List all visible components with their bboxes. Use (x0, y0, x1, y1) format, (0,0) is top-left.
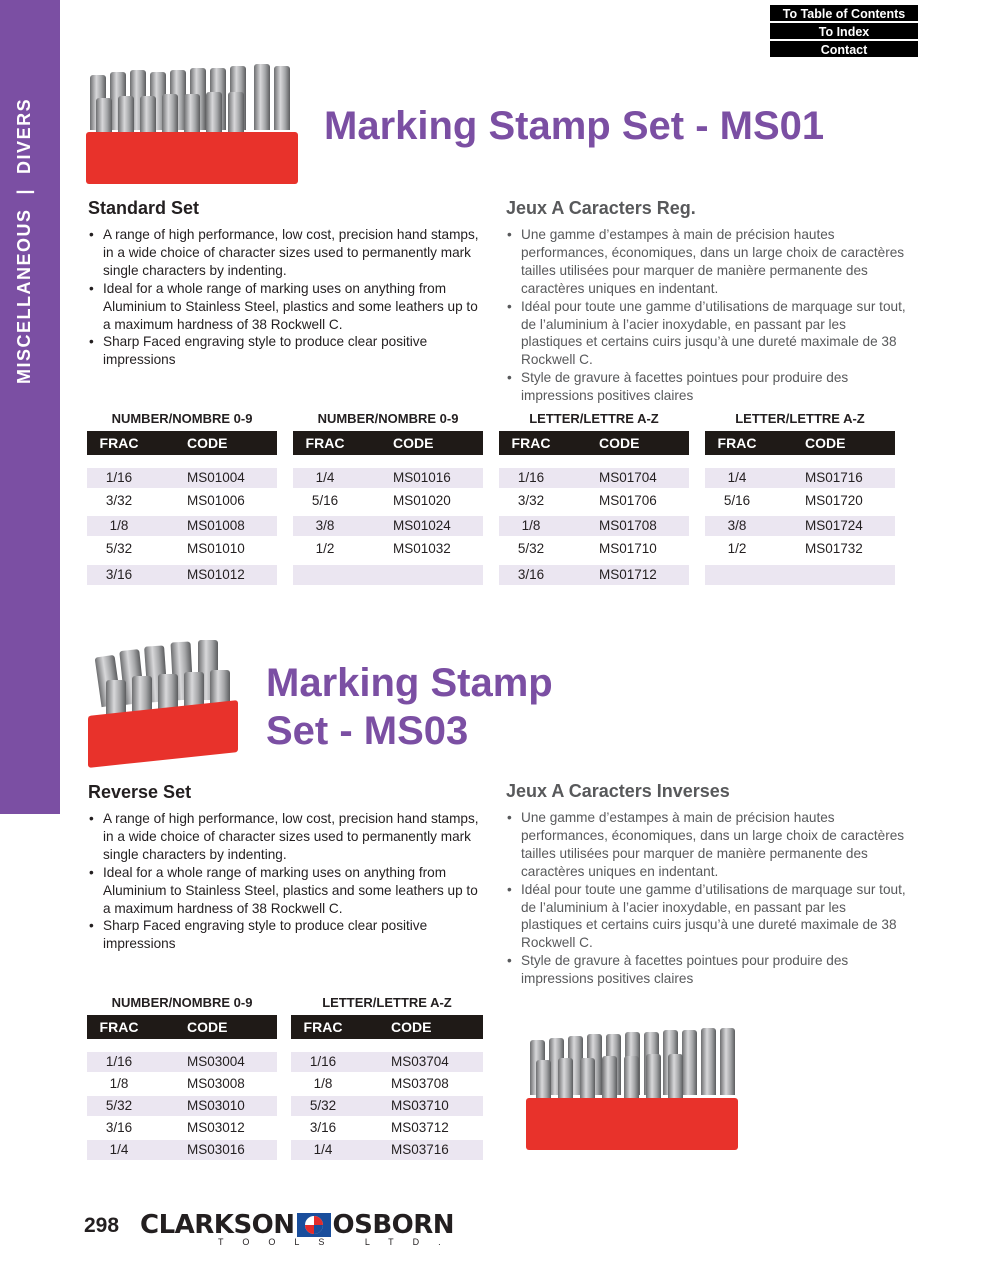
table-row-empty (293, 565, 483, 585)
table-row (499, 490, 689, 514)
table-row (293, 468, 483, 488)
cell-code: MS03010 (187, 1098, 245, 1113)
brand-sub: TOOLS LTD. (218, 1237, 460, 1247)
cell-code: MS01724 (805, 518, 863, 534)
cell-code: MS01010 (187, 541, 245, 557)
ms03-fr-heading: Jeux A Caracters Inverses (506, 781, 730, 801)
ms01-en-heading: Standard Set (88, 198, 200, 218)
cell-frac: 1/16 (517, 470, 545, 485)
brand-left: CLARKSON (140, 1210, 295, 1240)
table-caption: LETTER/LETTRE A-Z (322, 995, 452, 1010)
cell-frac: 3/16 (105, 566, 133, 582)
ms01-product-image (84, 60, 304, 185)
ms01-table-numbers-small (87, 409, 277, 587)
cell-code: MS03004 (187, 1054, 245, 1069)
cell-code: MS01016 (393, 470, 451, 485)
cell-frac: 5/16 (311, 493, 339, 508)
table-row (291, 1052, 483, 1072)
table-row (705, 516, 895, 536)
table-row (87, 1052, 277, 1072)
table-row (87, 490, 277, 514)
table-header (87, 1015, 277, 1039)
col-frac: FRAC (717, 435, 757, 451)
table-header (705, 431, 895, 455)
bullet-item: • Idéal pour toute une gamme d’utilisations de marquage sur tout, de l’aluminium à l’acier inoxydable, en passant par les plastiques et certains cuirs jusqu’à une dureté maximale de 38 Rockwell C. (506, 298, 906, 370)
cell-code: MS01020 (393, 493, 451, 508)
cell-code: MS03716 (391, 1142, 449, 1157)
cell-frac: 1/4 (109, 1142, 129, 1157)
table-caption: LETTER/LETTRE A-Z (529, 411, 659, 426)
table-header (87, 431, 277, 455)
cell-frac: 5/16 (723, 493, 751, 508)
table-of-contents-link[interactable]: To Table of Contents (770, 5, 918, 21)
table-caption: NUMBER/NOMBRE 0-9 (111, 411, 253, 426)
cell-code: MS01024 (393, 518, 451, 534)
ms03-product-image (80, 636, 250, 764)
table-caption: NUMBER/NOMBRE 0-9 (317, 411, 459, 426)
ms03-title (266, 659, 553, 755)
cell-frac: 3/16 (517, 566, 545, 582)
table-caption: LETTER/LETTRE A-Z (735, 411, 865, 426)
table-row (293, 538, 483, 562)
col-frac: FRAC (305, 435, 345, 451)
col-frac: FRAC (99, 1019, 139, 1035)
table-row (705, 490, 895, 514)
cell-code: MS01708 (599, 518, 657, 534)
table-row-empty (705, 565, 895, 585)
cell-code: MS03704 (391, 1054, 449, 1069)
nav-links (770, 5, 918, 59)
col-code: CODE (599, 435, 640, 451)
bullet-item: • A range of high performance, low cost, precision hand stamps, in a wide choice of character sizes used to permanently mark single characters by indenting. (88, 810, 488, 864)
table-row (499, 468, 689, 488)
table-row (87, 538, 277, 562)
bullet-item: • Une gamme d’estampes à main de précision hautes performances, économiques, dans un large choix de caractères tailles utilisées pour marquer de manière permanente des caractères uniques en indentant. (506, 226, 906, 298)
cell-code: MS01720 (805, 493, 863, 508)
category-en: MISCELLANEOUS (14, 208, 34, 384)
bullet-item: • A range of high performance, low cost, precision hand stamps, in a wide choice of character sizes used to permanently mark single characters by indenting. (88, 226, 483, 280)
ms01-table-letters-small (499, 409, 689, 587)
table-row (87, 1118, 277, 1138)
col-code: CODE (187, 1019, 228, 1035)
table-row (499, 565, 689, 585)
brand-right: OSBORN (332, 1210, 455, 1240)
ms03-table-numbers (87, 993, 277, 1162)
ms03-fr-bullets (506, 809, 906, 988)
page-number: 298 (84, 1214, 120, 1237)
cell-code: MS03710 (391, 1098, 449, 1113)
cell-code: MS03708 (391, 1076, 449, 1091)
bullet-item: • Sharp Faced engraving style to produce clear positive impressions (88, 917, 488, 953)
ms01-table-letters-large (705, 409, 895, 587)
table-row (291, 1074, 483, 1094)
cell-frac: 1/8 (313, 1076, 333, 1091)
cell-frac: 1/4 (727, 470, 747, 485)
bullet-item: • Sharp Faced engraving style to produce clear positive impressions (88, 333, 483, 369)
bullet-item: • Une gamme d’estampes à main de précision hautes performances, économiques, dans un large choix de caractères tailles utilisées pour marquer de manière permanente des caractères uniques en indentant. (506, 809, 906, 881)
cell-frac: 5/32 (105, 1098, 133, 1113)
cell-frac: 1/8 (521, 518, 541, 534)
cell-code: MS01012 (187, 566, 245, 582)
brand-mark-icon (297, 1213, 331, 1237)
cell-code: MS03016 (187, 1142, 245, 1157)
table-row (499, 538, 689, 562)
table-row (291, 1140, 483, 1160)
ms01-en-bullets (88, 226, 483, 369)
bullet-item: • Ideal for a whole range of marking uses on anything from Aluminium to Stainless Steel, plastics and some leathers up to a maximum hardness of 38 Rockwell C. (88, 280, 483, 334)
category-separator: | (14, 187, 34, 195)
bullet-item: • Style de gravure à facettes pointues pour produire des impressions positives claires (506, 369, 906, 405)
cell-code: MS01716 (805, 470, 863, 485)
cell-frac: 5/32 (309, 1098, 337, 1113)
cell-frac: 5/32 (105, 541, 133, 557)
bullet-item: • Style de gravure à facettes pointues pour produire des impressions positives claires (506, 952, 906, 988)
table-row (87, 1140, 277, 1160)
cell-code: MS01732 (805, 541, 863, 557)
category-label (14, 54, 35, 384)
table-header (291, 1015, 483, 1039)
ms03-en-heading: Reverse Set (88, 782, 192, 802)
cell-code: MS01710 (599, 541, 657, 557)
col-frac: FRAC (511, 435, 551, 451)
ms01-fr-heading: Jeux A Caracters Reg. (506, 198, 696, 218)
ms01-title: Marking Stamp Set - MS01 (324, 104, 825, 148)
cell-frac: 1/2 (315, 541, 335, 557)
cell-frac: 1/16 (309, 1054, 337, 1069)
cell-frac: 1/4 (313, 1142, 333, 1157)
col-code: CODE (391, 1019, 432, 1035)
table-caption: NUMBER/NOMBRE 0-9 (111, 995, 253, 1010)
cell-code: MS01032 (393, 541, 451, 557)
cell-frac: 3/8 (727, 518, 747, 534)
cell-frac: 1/8 (109, 518, 129, 534)
col-code: CODE (187, 435, 228, 451)
cell-frac: 1/4 (315, 470, 335, 485)
table-row (499, 516, 689, 536)
cell-frac: 3/8 (315, 518, 335, 534)
table-row (705, 468, 895, 488)
cell-code: MS01006 (187, 493, 245, 508)
cell-code: MS03012 (187, 1120, 245, 1135)
table-row (87, 468, 277, 488)
ms03-letter-set-image (520, 1020, 745, 1155)
cell-code: MS01704 (599, 470, 657, 485)
contact-link[interactable]: Contact (770, 41, 918, 57)
cell-frac: 3/32 (517, 493, 545, 508)
cell-code: MS03008 (187, 1076, 245, 1091)
table-header (499, 431, 689, 455)
bullet-item: • Idéal pour toute une gamme d’utilisations de marquage sur tout, de l’aluminium à l’acier inoxydable, en passant par les plastiques et certains cuirs jusqu’à une dureté maximale de 38 Rockwell C. (506, 881, 906, 953)
index-link[interactable]: To Index (770, 23, 918, 39)
cell-frac: 1/16 (105, 470, 133, 485)
cell-frac: 1/8 (109, 1076, 129, 1091)
ms03-table-letters (291, 993, 483, 1162)
ms03-title-line2: Set - MS03 (266, 709, 469, 753)
cell-frac: 3/32 (105, 493, 133, 508)
cell-frac: 3/16 (105, 1120, 133, 1135)
cell-frac: 3/16 (309, 1120, 337, 1135)
table-row (293, 490, 483, 514)
table-row (87, 516, 277, 536)
cell-code: MS01008 (187, 518, 245, 534)
cell-frac: 1/2 (727, 541, 747, 557)
col-code: CODE (805, 435, 846, 451)
table-row (87, 1074, 277, 1094)
cell-frac: 1/16 (105, 1054, 133, 1069)
cell-code: MS01706 (599, 493, 657, 508)
table-row (87, 565, 277, 585)
ms03-title-line1: Marking Stamp (266, 661, 553, 705)
table-row (87, 1096, 277, 1116)
col-code: CODE (393, 435, 434, 451)
category-fr: DIVERS (14, 97, 34, 174)
ms01-table-numbers-large (293, 409, 483, 587)
bullet-item: • Ideal for a whole range of marking uses on anything from Aluminium to Stainless Steel, plastics and some leathers up to a maximum hardness of 38 Rockwell C. (88, 864, 488, 918)
ms03-en-bullets (88, 810, 488, 953)
col-frac: FRAC (303, 1019, 343, 1035)
cell-code: MS01004 (187, 470, 245, 485)
table-row (705, 538, 895, 562)
table-row (293, 516, 483, 536)
table-row (291, 1096, 483, 1116)
col-frac: FRAC (99, 435, 139, 451)
ms01-fr-bullets (506, 226, 906, 405)
cell-code: MS01712 (599, 566, 657, 582)
cell-code: MS03712 (391, 1120, 449, 1135)
brand-logo (140, 1210, 460, 1247)
table-row (291, 1118, 483, 1138)
table-header (293, 431, 483, 455)
cell-frac: 5/32 (517, 541, 545, 557)
